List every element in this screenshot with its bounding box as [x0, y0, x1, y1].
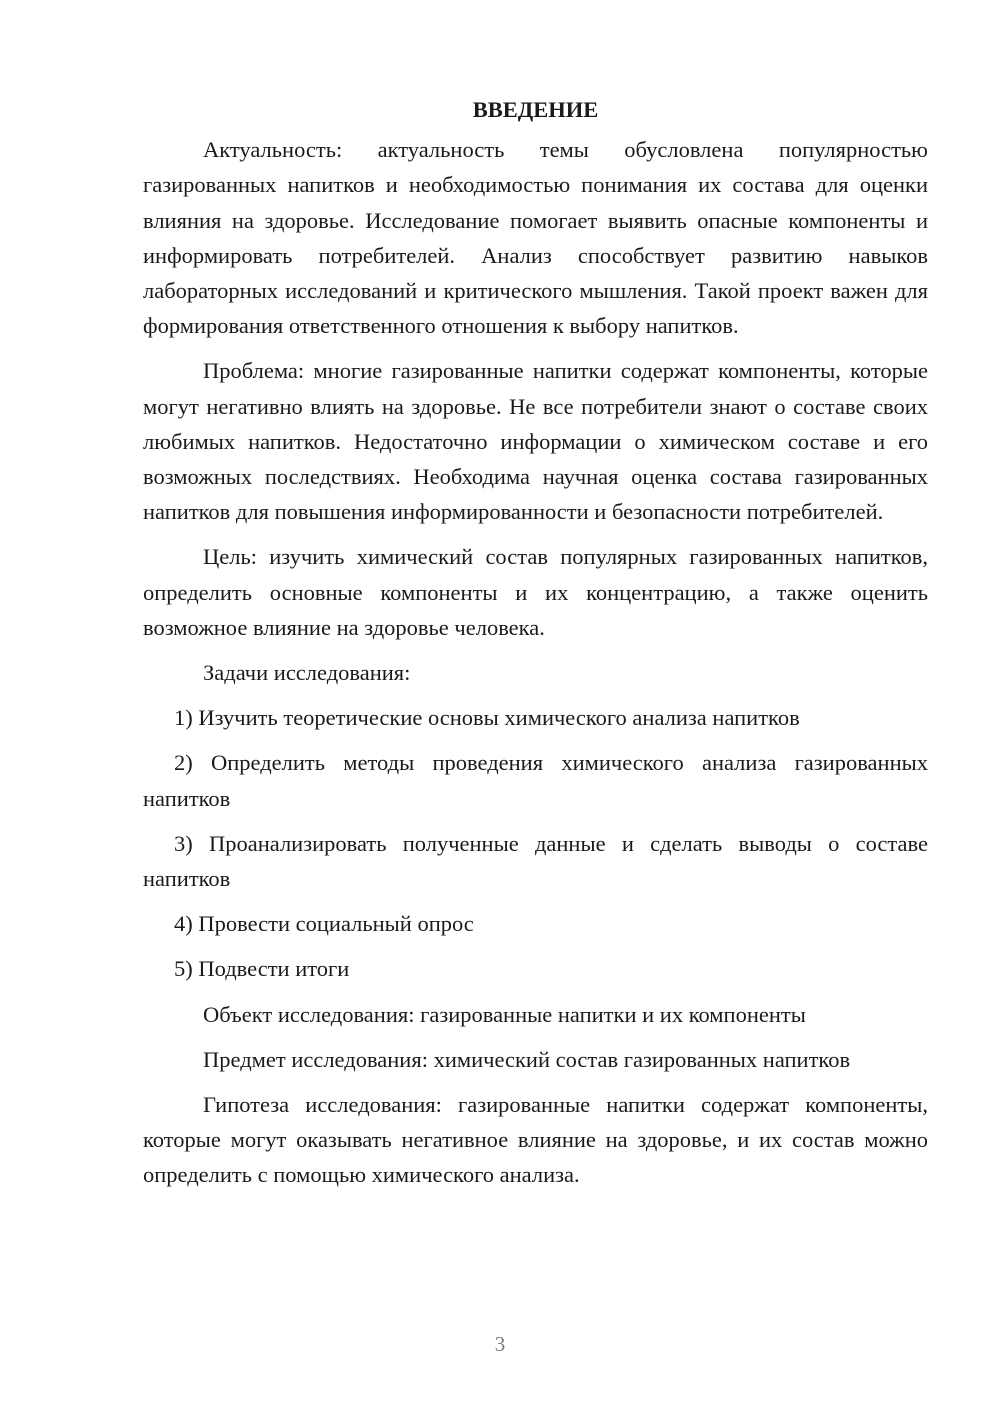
task-item: 1) Изучить теоретические основы химического анализа напитков [174, 705, 800, 731]
subject-paragraph: Предмет исследования: химический состав газированных напитков [203, 1046, 851, 1072]
hypothesis-paragraph: Гипотеза исследования: газированные напитки содержат компоненты, которые могут оказывать негативное влияние на здоровье, и их состав можно определить с помощью химического анализа. [143, 1092, 928, 1188]
goal-paragraph: Цель: изучить химический состав популярных газированных напитков, определить основные компоненты и их концентрацию, а также оценить возможное влияние на здоровье человека. [143, 544, 928, 640]
relevance-paragraph: Актуальность: актуальность темы обусловлена популярностью газированных напитков и необходимостью понимания их состава для оценки влияния на здоровье. Исследование помогает выявить опасные компоненты и информировать потребителей. Анализ способствует развитию навыков лабораторных исследований и критического мышления. Такой проект важен для формирования ответственного отношения к выбору напитков. [143, 137, 928, 339]
object-paragraph: Объект исследования: газированные напитки и их компоненты [203, 1001, 806, 1027]
task-item: 4) Провести социальный опрос [174, 911, 474, 937]
document-page [143, 92, 928, 1203]
tasks-heading: Задачи исследования: [203, 660, 411, 686]
task-item: 5) Подвести итоги [174, 956, 350, 982]
page-number: 3 [494, 1332, 506, 1356]
task-item: 2) Определить методы проведения химического анализа газированных напитков [143, 750, 928, 811]
problem-paragraph: Проблема: многие газированные напитки содержат компоненты, которые могут негативно влиять на здоровье. Не все потребители знают о составе своих любимых напитков. Недостаточно информации о химическом составе и его возможных последствиях. Необходима научная оценка состава газированных напитков для повышения информированности и безопасности потребителей. [143, 358, 928, 525]
section-title: ВВЕДЕНИЕ [472, 97, 599, 122]
task-item: 3) Проанализировать полученные данные и сделать выводы о составе напитков [143, 830, 928, 892]
